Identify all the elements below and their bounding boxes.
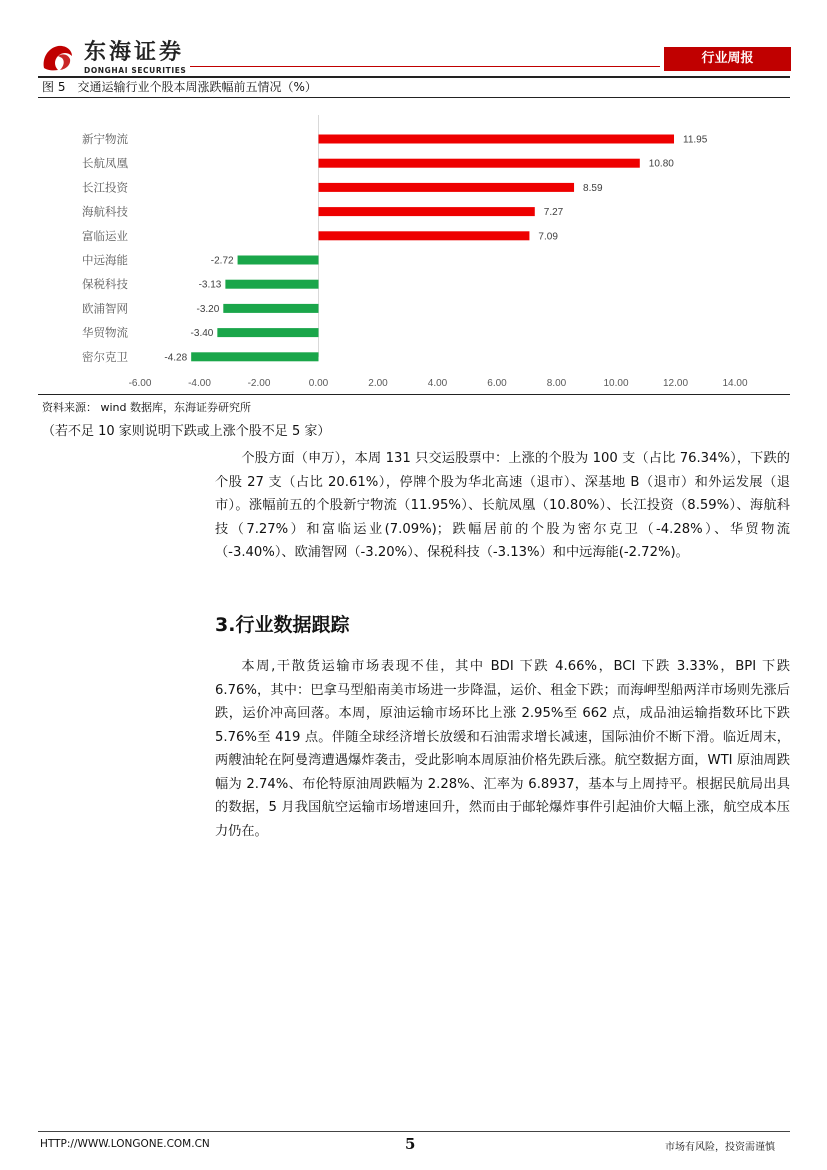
category-label: 富临运业 (82, 228, 128, 243)
figure-caption (42, 79, 317, 95)
x-tick-label: 8.00 (546, 378, 567, 389)
bar-4 (319, 207, 535, 216)
category-label: 保税科技 (82, 277, 128, 292)
x-tick-label: 14.00 (722, 378, 748, 389)
donghai-logo-icon (38, 40, 78, 74)
logo-text-cn: 东海证券 (84, 40, 185, 65)
x-tick-label: 4.00 (427, 378, 448, 389)
header-divider (190, 66, 660, 67)
x-tick-label: -4.00 (188, 378, 211, 389)
bar-9 (217, 328, 318, 337)
figure-top-rule (38, 76, 790, 78)
data-label: -3.13 (198, 279, 222, 291)
footer-rule (38, 1131, 790, 1132)
bar-1 (319, 135, 675, 144)
data-label: -3.20 (196, 303, 220, 315)
data-label: 10.80 (648, 158, 674, 170)
x-tick-label: 0.00 (308, 378, 329, 389)
data-label: 8.59 (583, 182, 603, 194)
data-label: 7.27 (543, 207, 564, 219)
x-tick-label: -6.00 (128, 378, 152, 389)
category-label: 欧浦智网 (82, 301, 128, 316)
data-label: 7.09 (538, 231, 558, 243)
report-type-badge: 行业周报 (664, 47, 791, 71)
x-tick-label: 2.00 (368, 378, 388, 389)
figure-caption-rule (38, 97, 790, 98)
logo-text-en: DONGHAI SECURITIES (84, 66, 187, 75)
footer-url: HTTP://WWW.LONGONE.COM.CN (40, 1138, 210, 1150)
data-label: -3.40 (190, 328, 214, 340)
figure-caption-text: 交通运输行业个股本周涨跌幅前五情况（%） (77, 80, 317, 94)
category-label: 华贸物流 (82, 325, 128, 340)
footer-disclaimer: 市场有风险，投资需谨慎 (665, 1142, 775, 1153)
category-label: 密尔克卫 (82, 349, 128, 364)
figure-number: 图 5 (42, 80, 66, 94)
paragraph-industry-data: 本周,干散货运输市场表现不佳，其中 BDI 下跌 4.66%，BCI 下跌 3.33%，BPI 下跌 6.76%，其中：巴拿马型船南美市场进一步降温，运价、租金下跌；而海岬型船两洋市场则先涨后跌，运价冲高回落。本周，原油运输市场环比上涨 2.95%至 662 点，成品油运输指数环比下跌 5.76%至 419 点。伴随全球经济增长放缓和石油需求增长减速，国际油价不断下滑。临近周末，两艘油轮在阿曼湾遭遇爆炸袭击，受此影响本周原油价格先跌后涨。航空数据方面，WTI 原油周跌幅为 2.74%、布伦特原油周跌幅为 2.28%、汇率为 6.8937，基本与上周持平。根据民航局出具的数据，5 月我国航空运输市场增速回升，然而由于邮轮爆炸事件引起油价大幅上涨，航空成本压力仍在。 (215, 659, 790, 839)
category-label: 中远海能 (82, 253, 128, 267)
data-label: 11.95 (683, 134, 708, 146)
figure-note: （若不足 10 家则说明下跌或上涨个股不足 5 家） (42, 424, 331, 439)
data-label: -2.72 (210, 255, 234, 267)
figure-bottom-rule (38, 394, 790, 395)
category-label: 长江投资 (82, 180, 128, 195)
bar-7 (225, 280, 318, 289)
x-tick-label: -2.00 (247, 378, 271, 389)
category-label: 长航凤凰 (82, 156, 128, 171)
bar-chart (38, 100, 790, 392)
bar-2 (319, 159, 640, 168)
bar-8 (223, 304, 318, 313)
category-label: 海航科技 (82, 204, 128, 219)
section-title: 3.行业数据跟踪 (215, 614, 350, 636)
bar-5 (319, 231, 530, 240)
figure-source: 资料来源： wind 数据库，东海证券研究所 (42, 401, 251, 414)
data-label: -4.28 (164, 352, 188, 364)
bar-3 (319, 183, 575, 192)
page-number: 5 (405, 1135, 416, 1153)
bar-6 (238, 256, 319, 265)
category-label: 新宁物流 (82, 132, 128, 146)
x-tick-label: 10.00 (603, 378, 629, 389)
x-tick-label: 12.00 (662, 378, 689, 389)
bar-10 (191, 352, 318, 361)
x-tick-label: 6.00 (487, 378, 507, 389)
paragraph-stocks: 个股方面（申万），本周 131 只交运股票中：上涨的个股为 100 支（占比 76.34%），下跌的个股 27 支（占比 20.61%），停牌个股为华北高速（退市）、深基地 B（退市）和外运发展（退市）。涨幅前五的个股新宁物流（11.95%）、长航凤凰（10.80%）、长江投资（8.59%）、海航科技（7.27%）和富临运业(7.09%)；跌幅居前的个股为密尔克卫（-4.28%）、华贸物流（-3.40%）、欧浦智网（-3.20%）、保税科技（-3.13%）和中远海能(-2.72%)。 (215, 451, 790, 560)
